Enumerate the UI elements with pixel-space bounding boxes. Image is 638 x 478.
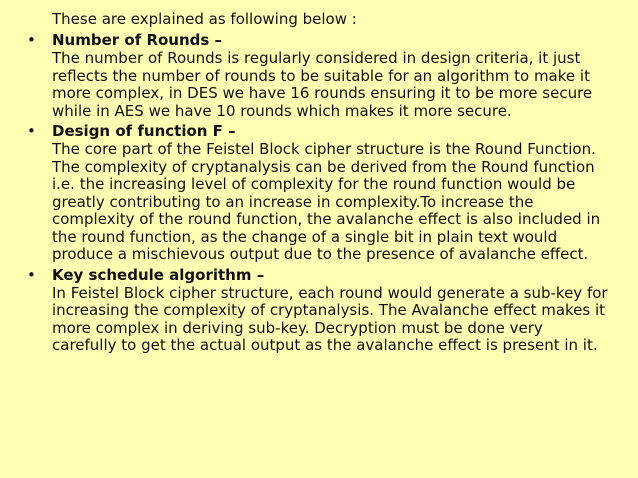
- bullet-icon: •: [27, 265, 36, 284]
- point-heading: Number of Rounds –: [52, 31, 223, 49]
- point-text: In Feistel Block cipher structure, each round would generate a sub-key for increasing the complexity of cryptanalysis. The Avalanche effect makes it more complex in deriving sub-key. Decryption must be done very carefully to get the actual output as the avalanche effect is present in it.: [52, 283, 608, 354]
- point-text: The core part of the Feistel Block cipher structure is the Round Function. The complexity of cryptanalysis can be derived from the Round function i.e. the increasing level of complexity for the round function would be greatly contributing to an increase in complexity.To increase the complexity of the round function, the avalanche effect is also included in the round function, as the change of a single bit in plain text would produce a mischievous output due to the presence of avalanche effect.: [52, 140, 601, 263]
- bullet-list: [25, 31, 608, 355]
- point-heading: Design of function F –: [52, 122, 236, 140]
- intro-text: These are explained as following below :: [52, 10, 357, 28]
- list-item-key-schedule-algorithm: [25, 266, 608, 355]
- point-text: The number of Rounds is regularly considered in design criteria, it just reflects the number of rounds to be suitable for an algorithm to make it more complex, in DES we have 16 rounds ensuring it to be more secure while in AES we have 10 rounds which makes it more secure.: [52, 49, 593, 120]
- point-heading: Key schedule algorithm –: [52, 265, 265, 284]
- bullet-icon: •: [27, 122, 36, 140]
- list-item-number-of-rounds: [25, 31, 608, 120]
- bullet-icon: •: [27, 31, 36, 49]
- list-item-design-of-function-f: [25, 122, 608, 264]
